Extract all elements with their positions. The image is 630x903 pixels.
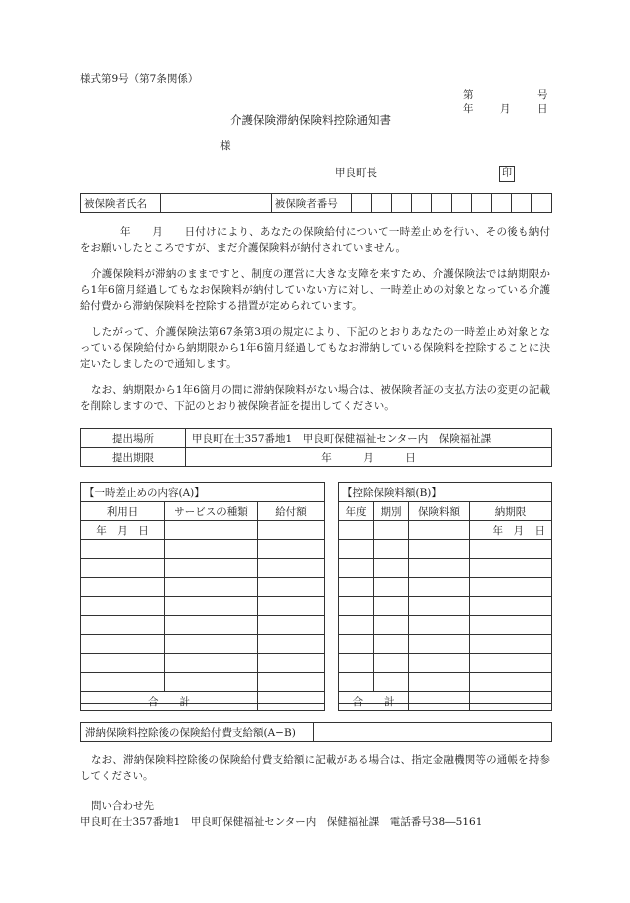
sender-name: 甲良町長 [335, 167, 377, 179]
table-b-cell[interactable] [409, 559, 470, 578]
table-b-cell[interactable] [470, 540, 552, 559]
table-b-cell[interactable] [339, 597, 374, 616]
insured-name-field[interactable] [161, 194, 272, 213]
table-row [339, 578, 552, 597]
paragraph-1: 年 月 日付けにより、あなたの保険給付について一時差止めを行い、その後も納付をお願いしたところですが、まだ介護保険料が納付されていません。 [80, 226, 550, 254]
table-row [81, 559, 325, 578]
table-a-cell[interactable] [165, 559, 258, 578]
table-b-cell[interactable] [409, 540, 470, 559]
table-b-total-blank [470, 692, 552, 711]
insured-name-label: 被保険者氏名 [81, 194, 161, 213]
date-month-label: 月 [500, 103, 511, 115]
table-a-cell[interactable] [258, 559, 325, 578]
date-year-label: 年 [463, 103, 474, 115]
table-b-cell[interactable] [470, 578, 552, 597]
table-a-cell[interactable] [81, 616, 165, 635]
table-a-header-service: サービスの種類 [165, 502, 258, 521]
insured-number-label: 被保険者番号 [271, 194, 351, 213]
table-a-cell[interactable] [165, 654, 258, 673]
table-row [339, 540, 552, 559]
table-b-cell[interactable] [374, 673, 409, 692]
insured-number-digit[interactable] [511, 194, 531, 213]
table-row [81, 578, 325, 597]
insured-number-digit[interactable] [451, 194, 471, 213]
table-b-cell[interactable] [339, 673, 374, 692]
doc-number-go: 号 [537, 89, 548, 101]
table-b-cell[interactable] [409, 578, 470, 597]
table-b-cell[interactable] [409, 635, 470, 654]
payment-row [80, 722, 552, 742]
insured-id-row [80, 193, 552, 213]
table-a-cell[interactable] [165, 616, 258, 635]
payment-amount-label: 滞納保険料控除後の保険給付費支給額(A−B) [81, 723, 314, 742]
submission-place-value: 甲良町在士357番地1 甲良町保健福祉センター内 保険福祉課 [186, 429, 552, 448]
table-a-cell[interactable] [81, 559, 165, 578]
table-b-cell[interactable] [470, 635, 552, 654]
table-b-cell[interactable] [470, 654, 552, 673]
table-a-cell[interactable] [165, 597, 258, 616]
table-b-header-due: 納期限 [470, 502, 552, 521]
table-b-cell[interactable] [374, 635, 409, 654]
table-a-cell[interactable] [81, 597, 165, 616]
table-b-cell[interactable] [409, 597, 470, 616]
table-b-cell[interactable] [339, 540, 374, 559]
table-row [81, 540, 325, 559]
table-a-cell[interactable] [258, 673, 325, 692]
table-b-cell[interactable] [339, 521, 374, 540]
table-b-header-period: 期別 [374, 502, 409, 521]
table-b-cell[interactable] [374, 616, 409, 635]
table-row [339, 654, 552, 673]
table-a-cell[interactable] [258, 578, 325, 597]
insured-number-digit[interactable] [491, 194, 511, 213]
submission-deadline-value[interactable]: 年 月 日 [186, 448, 552, 467]
table-b-cell[interactable] [409, 654, 470, 673]
table-row [339, 635, 552, 654]
table-row [339, 673, 552, 692]
table-a-cell[interactable] [81, 654, 165, 673]
table-b-cell[interactable] [409, 673, 470, 692]
table-b-header-year: 年度 [339, 502, 374, 521]
table-b-cell[interactable] [339, 654, 374, 673]
table-row [339, 559, 552, 578]
insured-number-digit[interactable] [351, 194, 371, 213]
table-row [81, 654, 325, 673]
table-row [339, 616, 552, 635]
table-b-date-placeholder[interactable]: 年 月 日 [470, 521, 552, 540]
table-row [81, 635, 325, 654]
table-b-cell[interactable] [470, 597, 552, 616]
table-b-cell[interactable] [374, 578, 409, 597]
table-a-cell[interactable] [258, 616, 325, 635]
addressee-suffix: 様 [220, 140, 231, 152]
table-a-heading: 【一時差止めの内容(A)】 [84, 487, 205, 499]
table-b-total-value[interactable] [409, 692, 470, 711]
table-a-cell[interactable] [81, 673, 165, 692]
table-b-cell[interactable] [374, 521, 409, 540]
table-a-cell[interactable] [165, 635, 258, 654]
table-a-cell[interactable] [165, 578, 258, 597]
insured-number-digit[interactable] [391, 194, 411, 213]
submission-table [80, 428, 552, 467]
table-b-total-label: 合 計 [339, 692, 409, 711]
table-b [338, 501, 552, 711]
contact-heading: 問い合わせ先 [91, 800, 154, 812]
table-a-cell[interactable] [258, 635, 325, 654]
table-a-cell[interactable] [81, 578, 165, 597]
table-b-cell[interactable] [470, 559, 552, 578]
table-b-cell[interactable] [470, 673, 552, 692]
table-row [81, 597, 325, 616]
insured-number-digit[interactable] [371, 194, 391, 213]
date-day-label: 日 [537, 103, 548, 115]
table-row [339, 521, 552, 540]
table-b-cell[interactable] [339, 559, 374, 578]
table-b-cell[interactable] [374, 540, 409, 559]
table-b-cell[interactable] [339, 616, 374, 635]
document-title: 介護保険滞納保険料控除通知書 [230, 113, 391, 127]
doc-number-dai: 第 [463, 89, 474, 101]
table-a-header-date: 利用日 [81, 502, 165, 521]
table-b-heading: 【控除保険料額(B)】 [342, 487, 442, 499]
paragraph-4: なお、納期限から1年6箇月の間に滞納保険料がない場合は、被保険者証の支払方法の変更の記載を削除しますので、下記のとおり被保険者証を提出してください。 [80, 384, 550, 412]
table-a-cell[interactable] [165, 673, 258, 692]
paragraph-3: したがって、介護保険法第67条第3項の規定により、下記のとおりあなたの一時差止め対象となっている保険給付から納期限から1年6箇月経過してもなお滞納している保険料を控除することに決定いたしましたので通知します。 [80, 326, 550, 370]
table-b-cell[interactable] [409, 521, 470, 540]
submission-place-label: 提出場所 [81, 429, 186, 448]
table-a-cell[interactable] [165, 540, 258, 559]
submission-deadline-label: 提出期限 [81, 448, 186, 467]
table-b-header-amount: 保険料額 [409, 502, 470, 521]
table-a-cell[interactable] [258, 521, 325, 540]
table-b-cell[interactable] [470, 616, 552, 635]
table-a-total-label: 合 計 [81, 692, 258, 711]
insured-number-digit[interactable] [431, 194, 451, 213]
table-b-cell[interactable] [374, 654, 409, 673]
contact-line: 甲良町在士357番地1 甲良町保健福祉センター内 保健福祉課 電話番号38―5161 [80, 816, 483, 828]
table-a-total-value[interactable] [258, 692, 325, 711]
table-b-cell[interactable] [339, 635, 374, 654]
table-row [81, 616, 325, 635]
table-a-cell[interactable] [81, 540, 165, 559]
table-a-header-amount: 給付額 [258, 502, 325, 521]
paragraph-2: 介護保険料が滞納のままですと、制度の運営に大きな支障を来すため、介護保険法では納期限から1年6箇月経過してもなお保険料が納付していない方に対し、一時差止めの対象となっている介護給付費から滞納保険料を控除する措置が定められています。 [80, 268, 550, 312]
table-row [81, 521, 325, 540]
table-b-cell[interactable] [409, 616, 470, 635]
table-a [80, 501, 325, 711]
table-a-cell[interactable] [258, 540, 325, 559]
table-b-cell[interactable] [374, 597, 409, 616]
table-a-cell[interactable] [258, 654, 325, 673]
insured-number-digit[interactable] [531, 194, 551, 213]
table-a-cell[interactable] [81, 635, 165, 654]
insured-number-digit[interactable] [411, 194, 431, 213]
table-a-date-placeholder[interactable]: 年 月 日 [81, 521, 165, 540]
table-b-cell[interactable] [374, 559, 409, 578]
insured-number-digit[interactable] [471, 194, 491, 213]
form-reference: 様式第9号（第7条関係） [80, 73, 199, 85]
payment-amount-field[interactable] [314, 723, 552, 742]
passbook-note: なお、滞納保険料控除後の保険給付費支給額に記載がある場合は、指定金融機関等の通帳を持参してください。 [80, 754, 550, 782]
seal-mark: 印 [499, 166, 515, 182]
table-a-cell[interactable] [165, 521, 258, 540]
table-row [81, 673, 325, 692]
table-a-cell[interactable] [258, 597, 325, 616]
table-row [339, 597, 552, 616]
table-b-cell[interactable] [339, 578, 374, 597]
